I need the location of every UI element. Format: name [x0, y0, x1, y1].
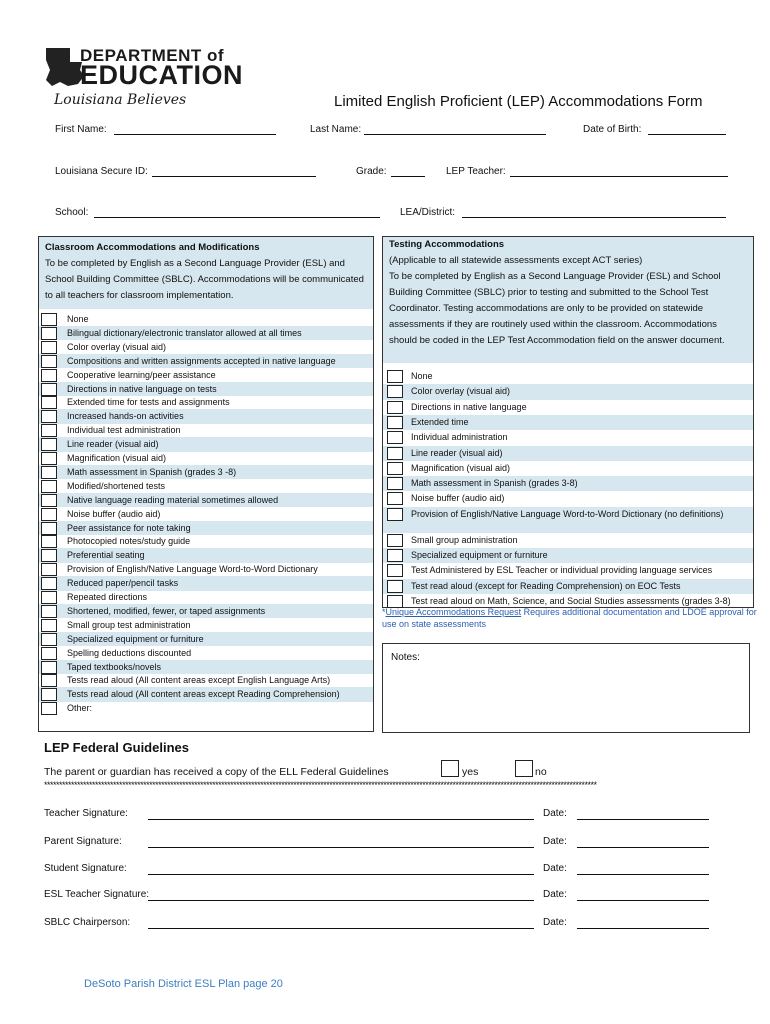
dob-field[interactable] [648, 134, 726, 135]
classroom-item-checkbox[interactable] [41, 438, 57, 451]
testing-item [383, 400, 753, 415]
testing-item-label: Magnification (visual aid) [411, 462, 511, 473]
testing-item-checkbox[interactable] [387, 580, 403, 593]
last-name-label: Last Name: [310, 124, 362, 135]
classroom-description: To be completed by English as a Second Language Provider (ESL) and School Building Committee (SBLC). Accommodations will be communicated to all teachers for classroom implementation. [45, 258, 364, 301]
yes-checkbox[interactable] [441, 760, 459, 777]
classroom-item [39, 562, 373, 577]
classroom-item-checkbox[interactable] [41, 452, 57, 465]
secure-id-field[interactable] [152, 176, 316, 177]
testing-item-checkbox[interactable] [387, 492, 403, 505]
classroom-item-label: Shortened, modified, fewer, or taped assignments [67, 605, 266, 616]
testing-item-label: Specialized equipment or furniture [411, 550, 548, 560]
lea-field[interactable] [462, 217, 726, 218]
classroom-item-label: None [67, 314, 89, 324]
classroom-item-checkbox[interactable] [41, 313, 57, 326]
form-title: Limited English Proficient (LEP) Accommodations Form [334, 93, 703, 110]
classroom-item [39, 618, 373, 633]
classroom-item-label: Peer assistance for note taking [67, 522, 191, 533]
signature-date-field[interactable] [577, 819, 709, 820]
classroom-item [39, 701, 373, 716]
testing-item [383, 491, 753, 506]
testing-title: Testing Accommodations [389, 239, 505, 250]
classroom-item [39, 368, 373, 383]
lea-label: LEA/District: [400, 207, 456, 218]
testing-item [383, 415, 753, 430]
separator-stars: **************************************************************************************************************************************************************************************** [44, 780, 597, 790]
signature-date-label: Date: [543, 863, 567, 874]
testing-description: To be completed by English as a Second Language Provider (ESL) and School Building Committee (SBLC) prior to testing and submitted to the School Test Coordinator. Testing accommodations are only to be provided on statewide assessments if they are routinely used within the classroom. Accommodations should be coded in the LEP Test Accommodation field on the answer document. [389, 271, 725, 346]
louisiana-map-icon [44, 46, 84, 91]
classroom-item-checkbox[interactable] [41, 702, 57, 715]
signature-field[interactable] [148, 928, 534, 929]
testing-header [383, 237, 753, 363]
classroom-item-checkbox[interactable] [41, 327, 57, 340]
classroom-item-label: Compositions and written assignments accepted in native language [67, 355, 336, 366]
classroom-item [39, 507, 373, 522]
classroom-item-label: Line reader (visual aid) [67, 439, 159, 450]
classroom-item [39, 382, 373, 397]
classroom-item-checkbox[interactable] [41, 369, 57, 382]
testing-item-label: Color overlay (visual aid) [411, 386, 511, 397]
grade-label: Grade: [356, 166, 387, 177]
no-label: no [535, 766, 547, 778]
classroom-item-label: Extended time for tests and assignments [67, 397, 230, 408]
classroom-item [39, 395, 373, 410]
classroom-item [39, 521, 373, 536]
unique-accommodations-link[interactable]: Unique Accommodations Request [385, 607, 522, 617]
signature-field[interactable] [148, 819, 534, 820]
classroom-item [39, 590, 373, 605]
classroom-item-label: Tests read aloud (All content areas except Reading Comprehension) [67, 689, 340, 700]
classroom-item [39, 354, 373, 369]
testing-item-label: None [411, 371, 433, 381]
classroom-item-label: Preferential seating [67, 550, 145, 561]
testing-item-label: Noise buffer (audio aid) [411, 493, 505, 504]
classroom-item-label: Bilingual dictionary/electronic translator allowed at all times [67, 327, 302, 338]
testing-item-checkbox[interactable] [387, 385, 403, 398]
classroom-item-label: Other: [67, 703, 93, 714]
classroom-item-checkbox[interactable] [41, 383, 57, 396]
classroom-item [39, 604, 373, 619]
classroom-item [39, 340, 373, 355]
grade-field[interactable] [391, 176, 425, 177]
classroom-item-label: Small group test administration [67, 619, 191, 630]
classroom-item-label: Color overlay (visual aid) [67, 341, 167, 352]
classroom-item-checkbox[interactable] [41, 661, 57, 674]
logo-tagline: Louisiana Believes [54, 92, 187, 108]
federal-title: LEP Federal Guidelines [44, 740, 189, 755]
testing-item-checkbox[interactable] [387, 534, 403, 547]
classroom-item-label: Magnification (visual aid) [67, 453, 167, 463]
classroom-item-checkbox[interactable] [41, 466, 57, 479]
classroom-item [39, 423, 373, 438]
testing-item [383, 384, 753, 399]
testing-item-checkbox[interactable] [387, 431, 403, 444]
signature-label: SBLC Chairperson: [44, 917, 131, 928]
testing-item-label: Line reader (visual aid) [411, 447, 503, 458]
school-field[interactable] [94, 217, 380, 218]
secure-id-label: Louisiana Secure ID: [55, 166, 148, 177]
testing-item [383, 461, 753, 476]
classroom-item-label: Modified/shortened tests [67, 480, 166, 491]
testing-subtitle: (Applicable to all statewide assessments except ACT series) [389, 255, 643, 266]
classroom-item-label: Reduced paper/pencil tasks [67, 578, 179, 589]
testing-item [383, 446, 753, 461]
signature-field[interactable] [148, 900, 534, 901]
testing-item-checkbox[interactable] [387, 477, 403, 490]
lep-teacher-field[interactable] [510, 176, 728, 177]
testing-item-checkbox[interactable] [387, 508, 403, 521]
classroom-item-checkbox[interactable] [41, 563, 57, 576]
signature-field[interactable] [148, 847, 534, 848]
classroom-item [39, 493, 373, 508]
first-name-field[interactable] [114, 134, 276, 135]
classroom-item-label: Directions in native language on tests [67, 383, 217, 394]
first-name-label: First Name: [55, 124, 107, 135]
lep-teacher-label: LEP Teacher: [446, 166, 506, 177]
testing-item-checkbox[interactable] [387, 549, 403, 562]
classroom-item [39, 687, 373, 702]
classroom-header [39, 237, 373, 309]
testing-item-label: Test read aloud (except for Reading Comprehension) on EOC Tests [411, 580, 681, 591]
testing-item-checkbox[interactable] [387, 564, 403, 577]
classroom-item-checkbox[interactable] [41, 549, 57, 562]
classroom-item [39, 451, 373, 466]
classroom-item-label: Noise buffer (audio aid) [67, 508, 161, 519]
testing-item [383, 579, 753, 594]
classroom-item [39, 437, 373, 452]
signature-label: Student Signature: [44, 863, 127, 874]
signature-label: Parent Signature: [44, 836, 122, 847]
signature-field[interactable] [148, 874, 534, 875]
classroom-item-checkbox[interactable] [41, 396, 57, 409]
testing-item-checkbox[interactable] [387, 462, 403, 475]
classroom-item-checkbox[interactable] [41, 633, 57, 646]
last-name-field[interactable] [364, 134, 546, 135]
signature-date-field[interactable] [577, 928, 709, 929]
classroom-item-label: Individual test administration [67, 425, 181, 436]
classroom-item-label: Tests read aloud (All content areas except English Language Arts) [67, 675, 331, 686]
classroom-item-checkbox[interactable] [41, 591, 57, 604]
classroom-item-checkbox[interactable] [41, 480, 57, 493]
testing-item [383, 507, 753, 533]
classroom-item [39, 465, 373, 480]
testing-item-label: Directions in native language [411, 401, 527, 412]
signature-date-field[interactable] [577, 900, 709, 901]
classroom-item-label: Photocopied notes/study guide [67, 536, 191, 547]
classroom-item-label: Taped textbooks/novels [67, 661, 162, 672]
classroom-item-checkbox[interactable] [41, 494, 57, 507]
testing-item-label: Extended time [411, 416, 469, 427]
classroom-item-checkbox[interactable] [41, 508, 57, 521]
testing-item [383, 563, 753, 578]
classroom-item-checkbox[interactable] [41, 688, 57, 701]
classroom-item [39, 632, 373, 647]
classroom-item-checkbox[interactable] [41, 535, 57, 548]
classroom-item-label: Specialized equipment or furniture [67, 633, 204, 644]
testing-item [383, 369, 753, 384]
classroom-item-checkbox[interactable] [41, 424, 57, 437]
classroom-title: Classroom Accommodations and Modifications [45, 242, 260, 253]
testing-item [383, 476, 753, 491]
signature-label: Teacher Signature: [44, 808, 128, 819]
federal-statement: The parent or guardian has received a copy of the ELL Federal Guidelines [44, 766, 389, 778]
classroom-item [39, 660, 373, 675]
dob-label: Date of Birth: [583, 124, 642, 135]
testing-item-label: Test read aloud on Math, Science, and Social Studies assessments (grades 3-8) [411, 595, 731, 606]
signature-date-field[interactable] [577, 874, 709, 875]
testing-item-checkbox[interactable] [387, 370, 403, 383]
classroom-item [39, 576, 373, 591]
yes-label: yes [462, 766, 479, 778]
signature-date-label: Date: [543, 889, 567, 900]
classroom-item-label: Provision of English/Native Language Word-to-Word Dictionary [67, 564, 318, 575]
classroom-item-label: Spelling deductions discounted [67, 647, 192, 658]
testing-item-label: Math assessment in Spanish (grades 3-8) [411, 478, 578, 489]
logo-department: DEPARTMENT of [80, 46, 225, 65]
logo-education: EDUCATION [80, 60, 243, 90]
classroom-item [39, 548, 373, 563]
page-footer: DeSoto Parish District ESL Plan page 20 [84, 978, 283, 990]
signature-date-label: Date: [543, 836, 567, 847]
unique-accommodations-note: *Unique Accommodations Request Requires additional documentation and LDOE approval for use on state assessments [382, 607, 757, 629]
testing-item-label: Test Administered by ESL Teacher or individual providing language services [411, 565, 713, 576]
classroom-item-checkbox[interactable] [41, 674, 57, 687]
classroom-item [39, 409, 373, 424]
testing-item [383, 430, 753, 445]
classroom-item-label: Repeated directions [67, 592, 148, 602]
testing-item [383, 533, 753, 548]
classroom-item [39, 479, 373, 494]
classroom-item-label: Increased hands-on activities [67, 411, 184, 422]
testing-item-checkbox[interactable] [387, 416, 403, 429]
classroom-item-checkbox[interactable] [41, 647, 57, 660]
classroom-item-checkbox[interactable] [41, 619, 57, 632]
classroom-item [39, 326, 373, 341]
classroom-item [39, 673, 373, 688]
classroom-item-checkbox[interactable] [41, 410, 57, 423]
unique-accommodations-text: Requires additional documentation and LDOE approval for use on state assessments [382, 607, 757, 629]
signature-date-label: Date: [543, 917, 567, 928]
testing-item-checkbox[interactable] [387, 447, 403, 460]
testing-item-label: Provision of English/Native Language Word-to-Word Dictionary (no definitions) [411, 508, 724, 519]
signature-date-field[interactable] [577, 847, 709, 848]
classroom-item-checkbox[interactable] [41, 355, 57, 368]
classroom-item-checkbox[interactable] [41, 577, 57, 590]
signature-label: ESL Teacher Signature: [44, 889, 150, 900]
classroom-item [39, 646, 373, 661]
classroom-item-label: Native language reading material sometimes allowed [67, 494, 279, 505]
classroom-item-checkbox[interactable] [41, 341, 57, 354]
classroom-item [39, 534, 373, 549]
classroom-panel [38, 236, 374, 732]
classroom-item-checkbox[interactable] [41, 605, 57, 618]
classroom-item [39, 312, 373, 327]
testing-panel [382, 236, 754, 608]
testing-item-checkbox[interactable] [387, 401, 403, 414]
classroom-item-label: Cooperative learning/peer assistance [67, 369, 216, 380]
classroom-item-label: Math assessment in Spanish (grades 3 -8) [67, 466, 237, 477]
notes-box[interactable] [382, 643, 750, 733]
classroom-item-checkbox[interactable] [41, 522, 57, 535]
school-label: School: [55, 207, 89, 218]
testing-item-label: Small group administration [411, 534, 518, 545]
testing-item-label: Individual administration [411, 432, 508, 443]
notes-label: Notes: [391, 652, 420, 663]
testing-item [383, 548, 753, 563]
signature-date-label: Date: [543, 808, 567, 819]
no-checkbox[interactable] [515, 760, 533, 777]
